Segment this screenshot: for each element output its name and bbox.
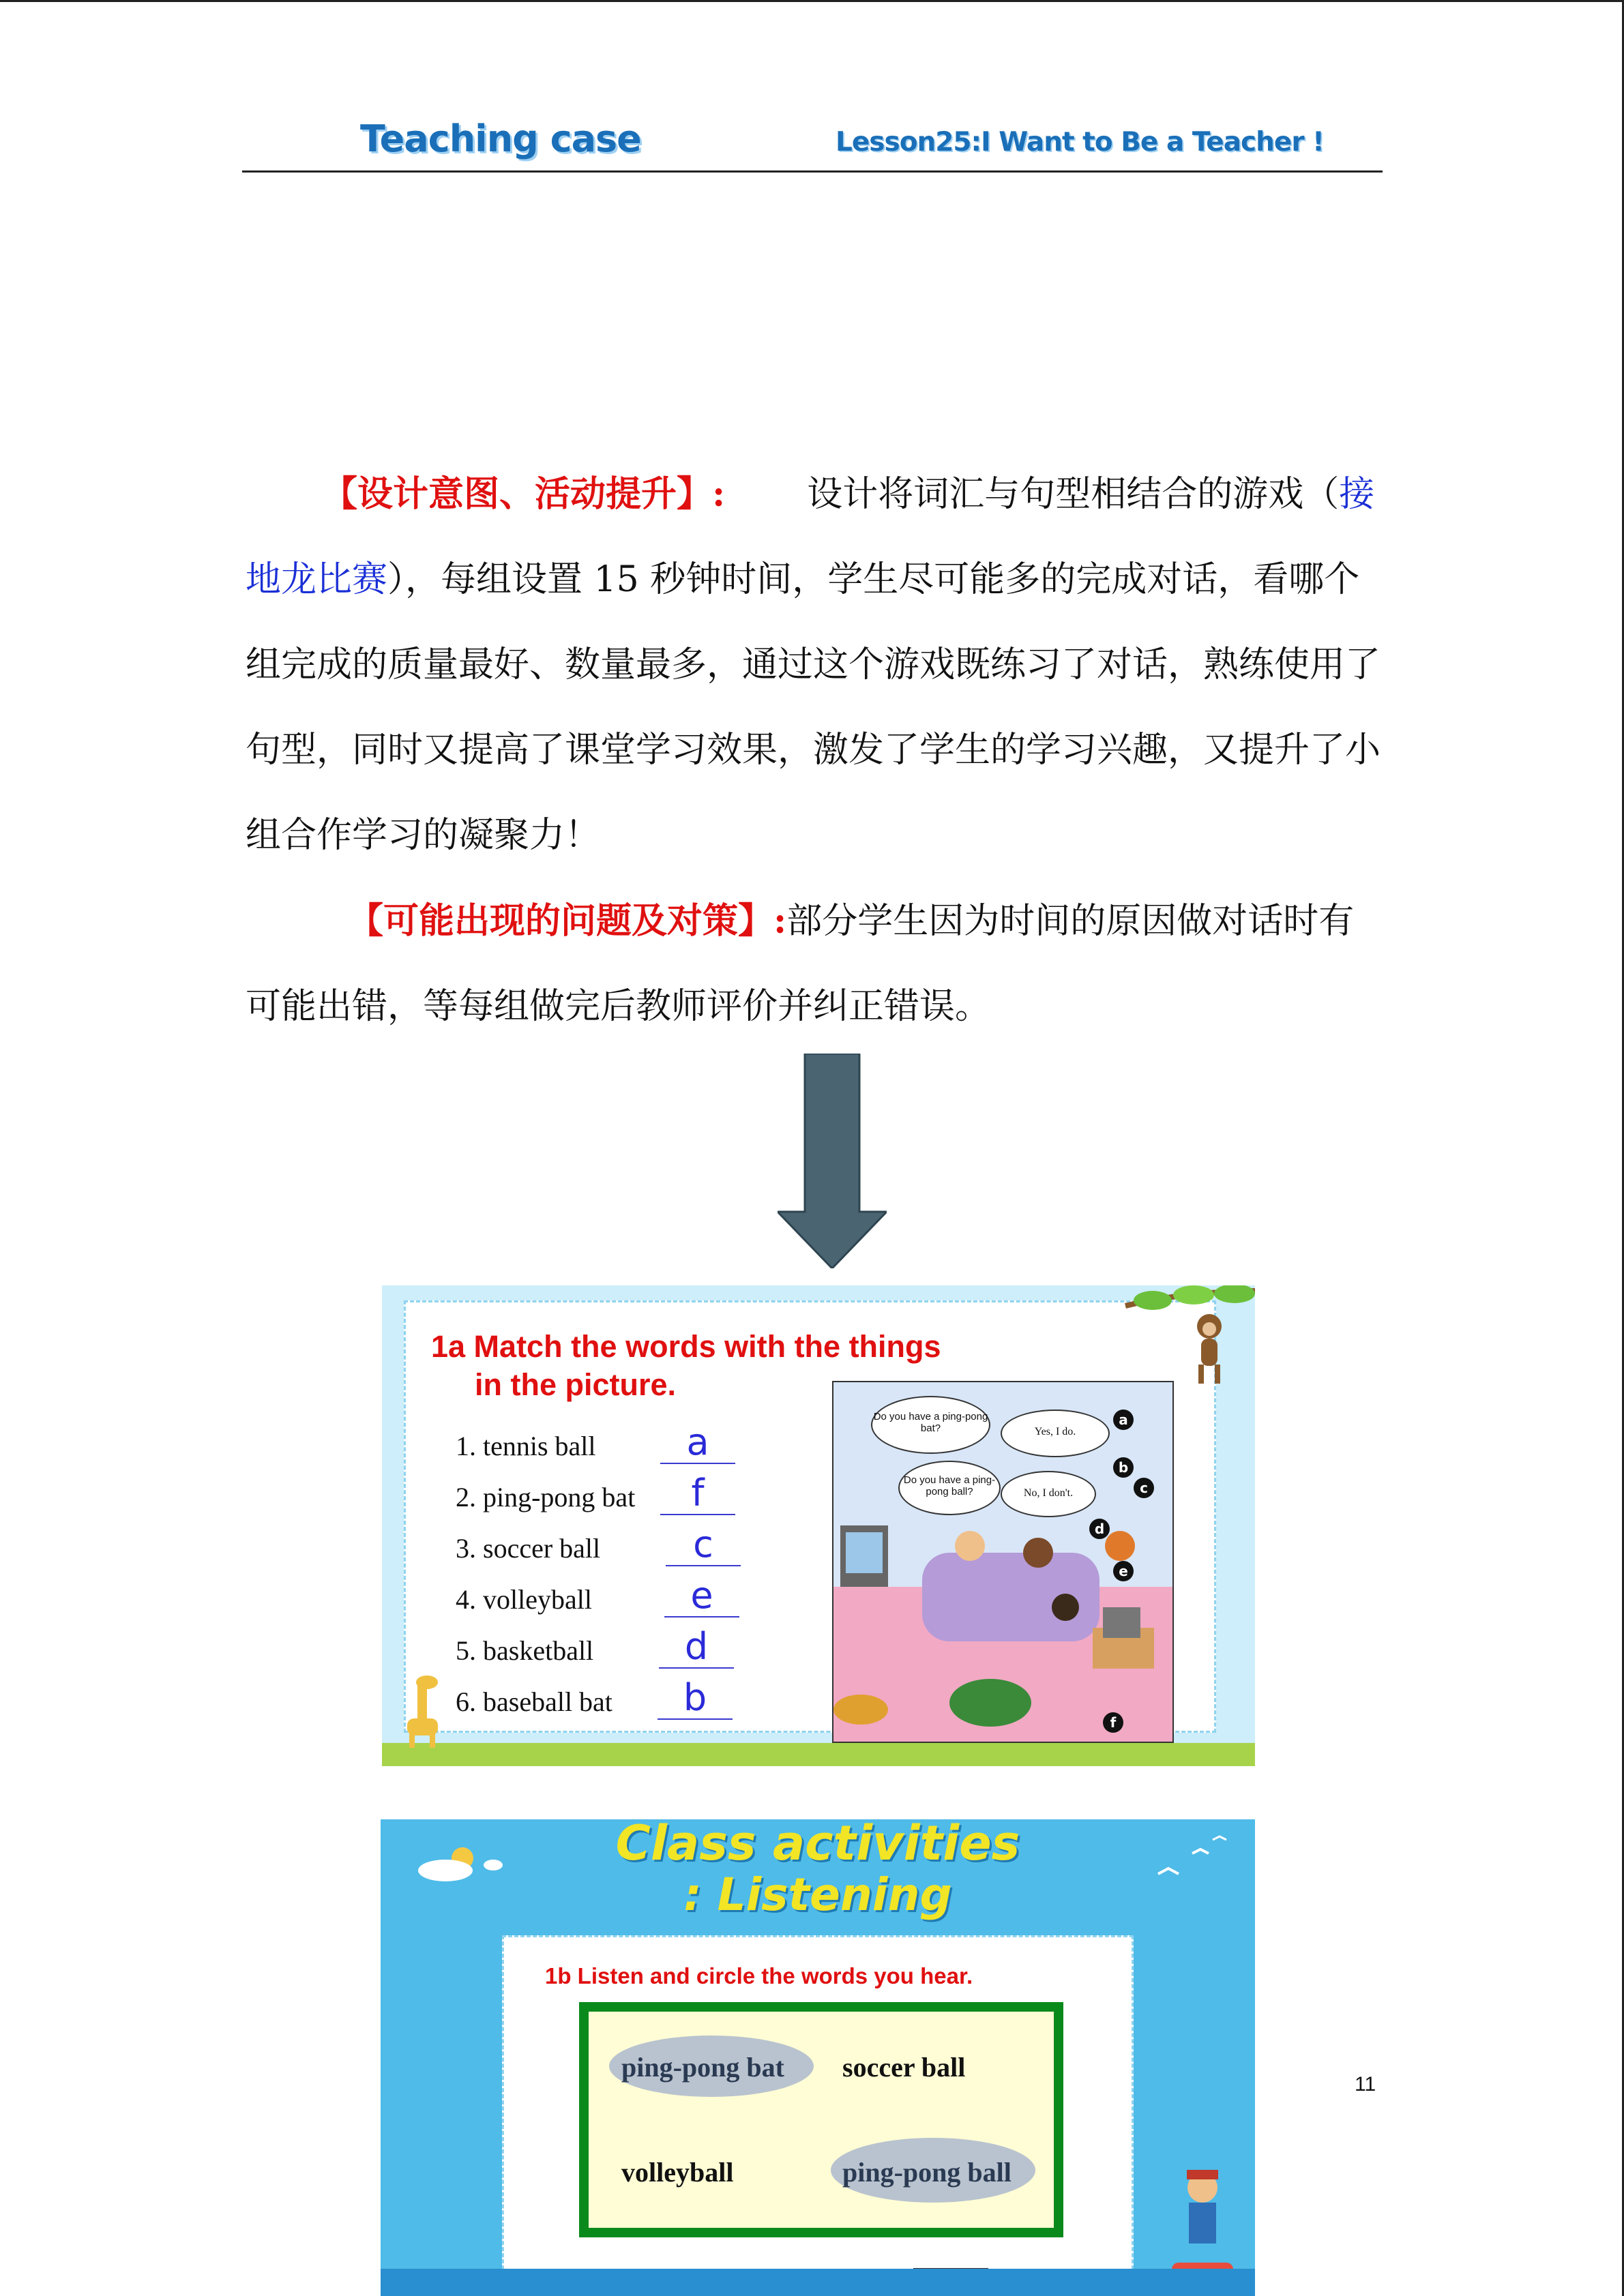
slide2-title-line2: : Listening (683, 1868, 952, 1921)
speech-bubble: Yes, I do. (1001, 1410, 1110, 1457)
answer-blank[interactable]: e (664, 1575, 739, 1617)
problems-heading: 【可能出现的问题及对策】: (348, 900, 787, 942)
tree-branch-icon (1112, 1285, 1255, 1326)
down-arrow-icon (778, 1054, 887, 1268)
speech-bubble: Do you have a ping-pong ball? (898, 1461, 1001, 1515)
word-ping-pong-ball[interactable]: ping-pong ball (842, 2157, 1012, 2188)
item-label: 6. baseball bat (456, 1686, 612, 1717)
room-illustration (832, 1381, 1174, 1743)
item-label: 5. basketball (456, 1635, 594, 1666)
speech-bubble: Do you have a ping-pong bat? (871, 1396, 990, 1454)
marker-badge: b (1113, 1457, 1134, 1478)
exercise-instruction: 1b Listen and circle the words you hear. (545, 1963, 973, 1988)
item-label: 3. soccer ball (456, 1533, 601, 1564)
speech-bubble: No, I don't. (1001, 1471, 1096, 1517)
answer-blank[interactable]: f (660, 1473, 735, 1515)
giraffe-icon (397, 1674, 452, 1749)
design-intent-text-b: ），每组设置 15 秒钟时间，学生尽可能多的完成对话，看哪个组完成的质量最好、数量最多，通过这个游戏既练习了对话，熟练使用了句型，同时又提高了课堂学习效果，激发了学生的学习兴趣，又提升了小组合作学习的凝聚力！ (246, 559, 1381, 856)
header-lesson: Lesson25:I Want to Be a Teacher ! (836, 127, 1324, 158)
marker-badge: a (1113, 1410, 1134, 1430)
answer-blank[interactable]: d (659, 1626, 734, 1669)
slide1-title-line2: in the picture. (475, 1367, 677, 1402)
game-name: 接地龙比赛 (246, 474, 1375, 600)
listening-panel (502, 1935, 1134, 2296)
item-label: 4. volleyball (456, 1584, 592, 1615)
header-title: Teaching case (360, 117, 641, 160)
slide1-title-line1: 1a Match the words with the things (431, 1329, 941, 1364)
item-label: 2. ping-pong bat (456, 1482, 636, 1512)
marker-badge: c (1134, 1478, 1154, 1498)
marker-badge: f (1103, 1712, 1123, 1733)
item-label: 1. tennis ball (456, 1431, 596, 1461)
problems-text: 部分学生因为时间的原因做对话时有可能出错，等每组做完后教师评价并纠正错误。 (246, 901, 1355, 1027)
page-number: 11 (1355, 2073, 1376, 2096)
monkey-icon (1189, 1311, 1230, 1386)
word-ping-pong-bat[interactable]: ping-pong bat (621, 2052, 784, 2083)
answer-blank[interactable]: c (666, 1524, 741, 1566)
slide2-title: Class activities (615, 1819, 1020, 1871)
design-intent-heading: 【设计意图、活动提升】: (322, 473, 726, 515)
marker-badge: d (1089, 1519, 1110, 1539)
paragraph-design-intent (246, 451, 1381, 878)
top-border (0, 0, 1624, 2)
design-intent-text-a: 设计将词汇与句型相结合的游戏（ (807, 474, 1340, 515)
word-volleyball[interactable]: volleyball (621, 2157, 734, 2188)
word-box (579, 2002, 1063, 2237)
word-soccer-ball[interactable]: soccer ball (842, 2052, 966, 2083)
answer-blank[interactable]: a (660, 1422, 735, 1464)
water-strip (381, 2269, 1255, 2296)
grass-strip (382, 1743, 1255, 1766)
header-rule (242, 170, 1383, 173)
paragraph-problems (246, 878, 1381, 1049)
slide-match-words (382, 1285, 1255, 1766)
slide-listening (381, 1819, 1255, 2296)
marker-badge: e (1113, 1561, 1134, 1581)
answer-blank[interactable]: b (658, 1678, 733, 1720)
